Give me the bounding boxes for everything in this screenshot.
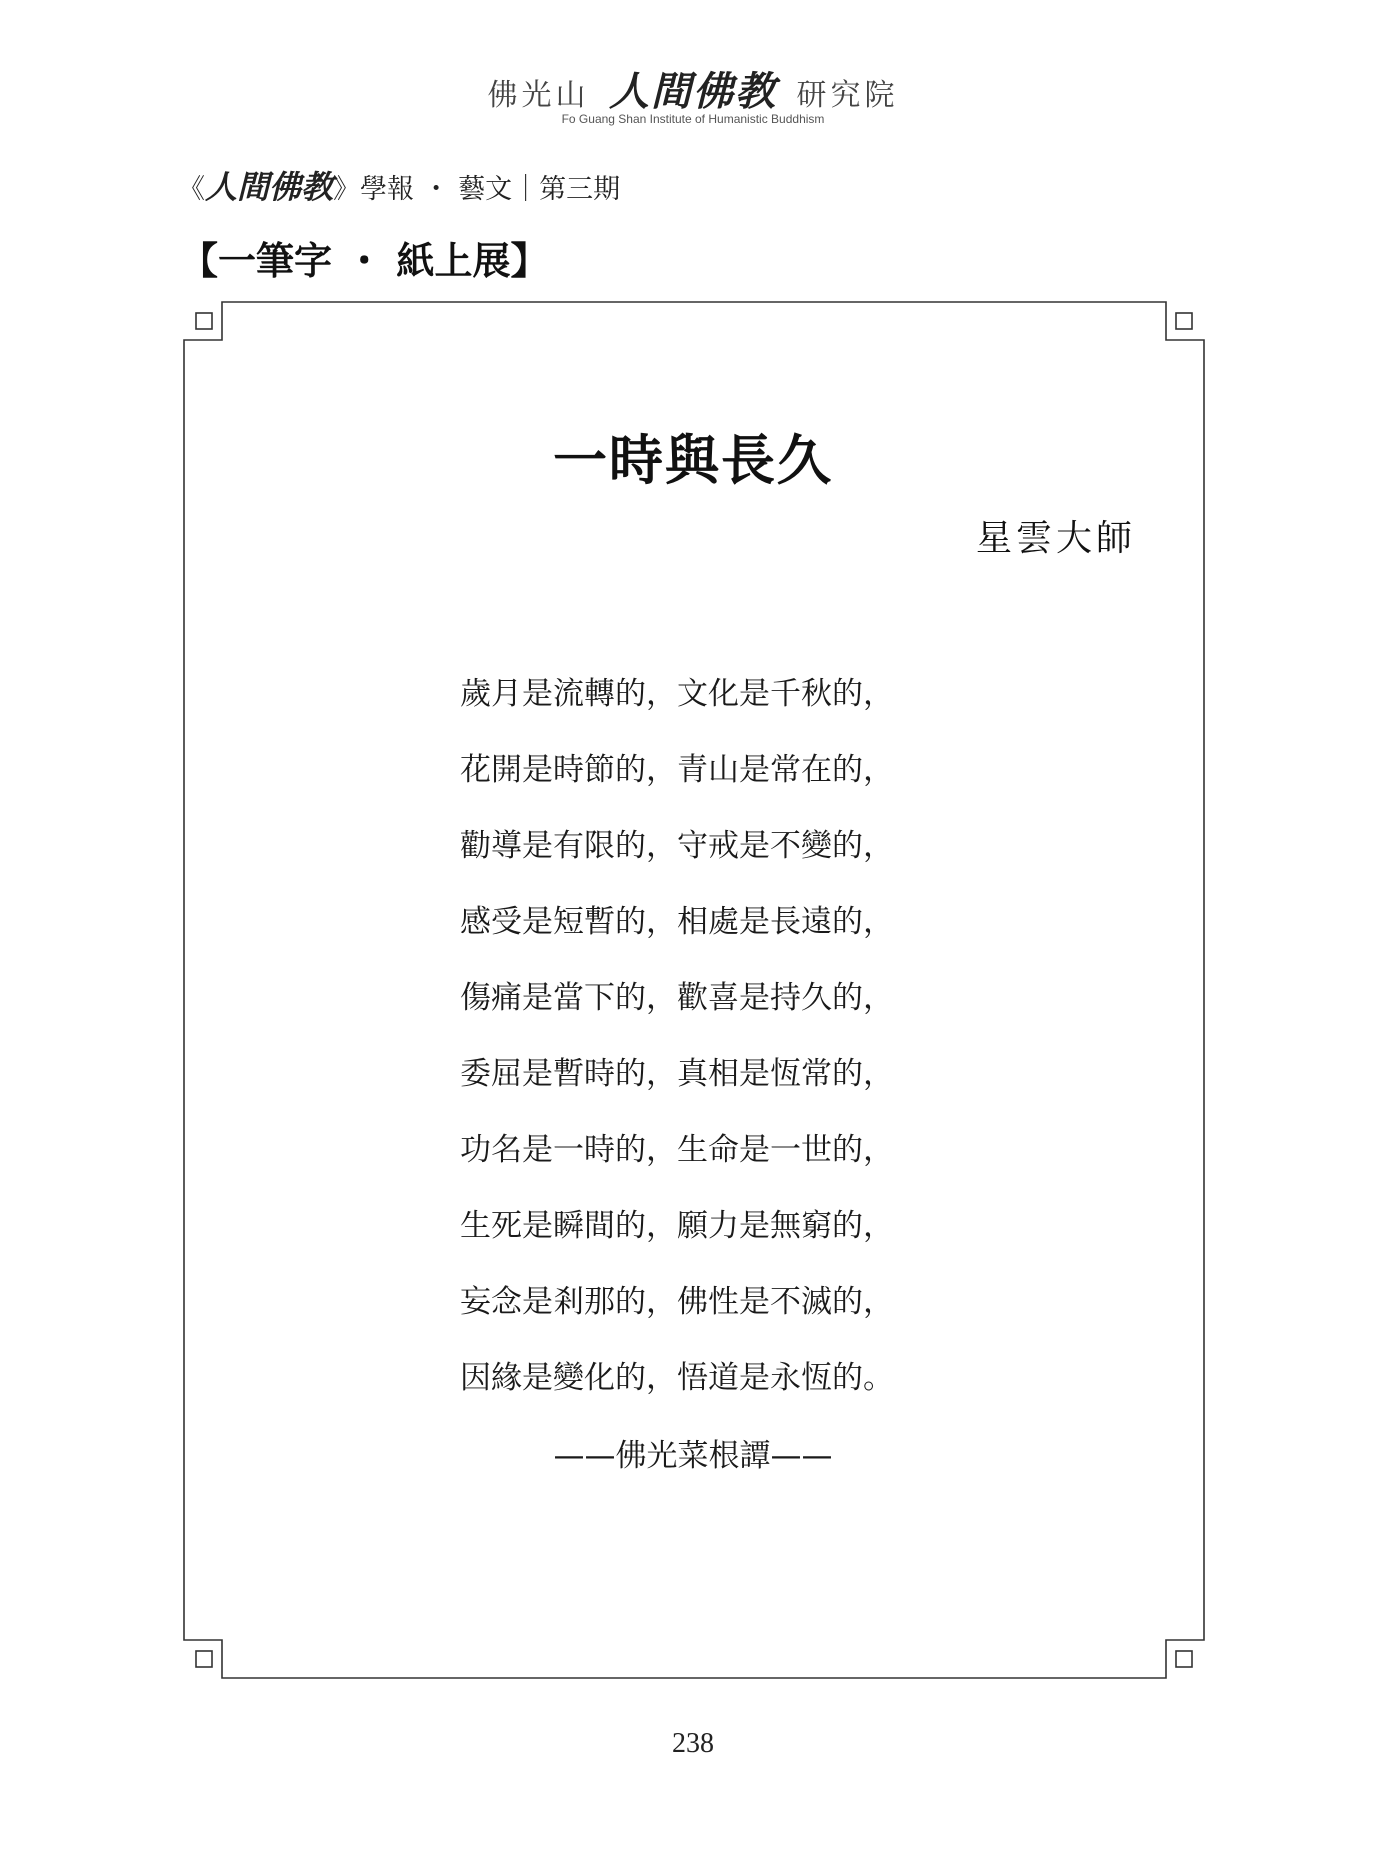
author-name: 星雲大師 xyxy=(975,518,1136,559)
institute-english-name: Fo Guang Shan Institute of Humanistic Buddhism xyxy=(561,112,825,126)
journal-close-bracket: 》 xyxy=(333,174,361,205)
section-title: 【一筆字 ・ 紙上展】 xyxy=(180,238,549,283)
poem-line: 因緣是變化的，悟道是永恆的。 xyxy=(460,1360,894,1396)
page-number: 238 xyxy=(672,1728,714,1759)
journal-open-bracket: 《 xyxy=(178,174,205,205)
poem-line: 妄念是剎那的，佛性是不滅的， xyxy=(460,1284,894,1320)
journal-issue: 學報 ・ 藝文｜第三期 xyxy=(360,174,621,205)
poem-title: 一時與長久 xyxy=(553,428,833,492)
institute-prefix: 佛光山 xyxy=(487,78,590,113)
poem-line: 感受是短暫的，相處是長遠的， xyxy=(460,904,894,940)
poem-line: 花開是時節的，青山是常在的， xyxy=(460,752,894,788)
poem-line: 功名是一時的，生命是一世的， xyxy=(460,1132,894,1168)
poem-line: 勸導是有限的，守戒是不變的， xyxy=(460,828,894,864)
poem-line: 歲月是流轉的，文化是千秋的， xyxy=(460,676,894,712)
journal-brand: 人間佛教 xyxy=(205,168,334,206)
poem-line: 傷痛是當下的，歡喜是持久的， xyxy=(460,980,894,1016)
poem-source: ——佛光菜根譚—— xyxy=(553,1438,833,1474)
poem-body xyxy=(460,670,894,1430)
institute-suffix: 研究院 xyxy=(796,78,899,113)
poem-line: 生死是瞬間的，願力是無窮的， xyxy=(460,1208,894,1244)
institute-brand-logo: 人間佛教 xyxy=(609,68,777,115)
poem-line: 委屈是暫時的，真相是恆常的， xyxy=(460,1056,894,1092)
